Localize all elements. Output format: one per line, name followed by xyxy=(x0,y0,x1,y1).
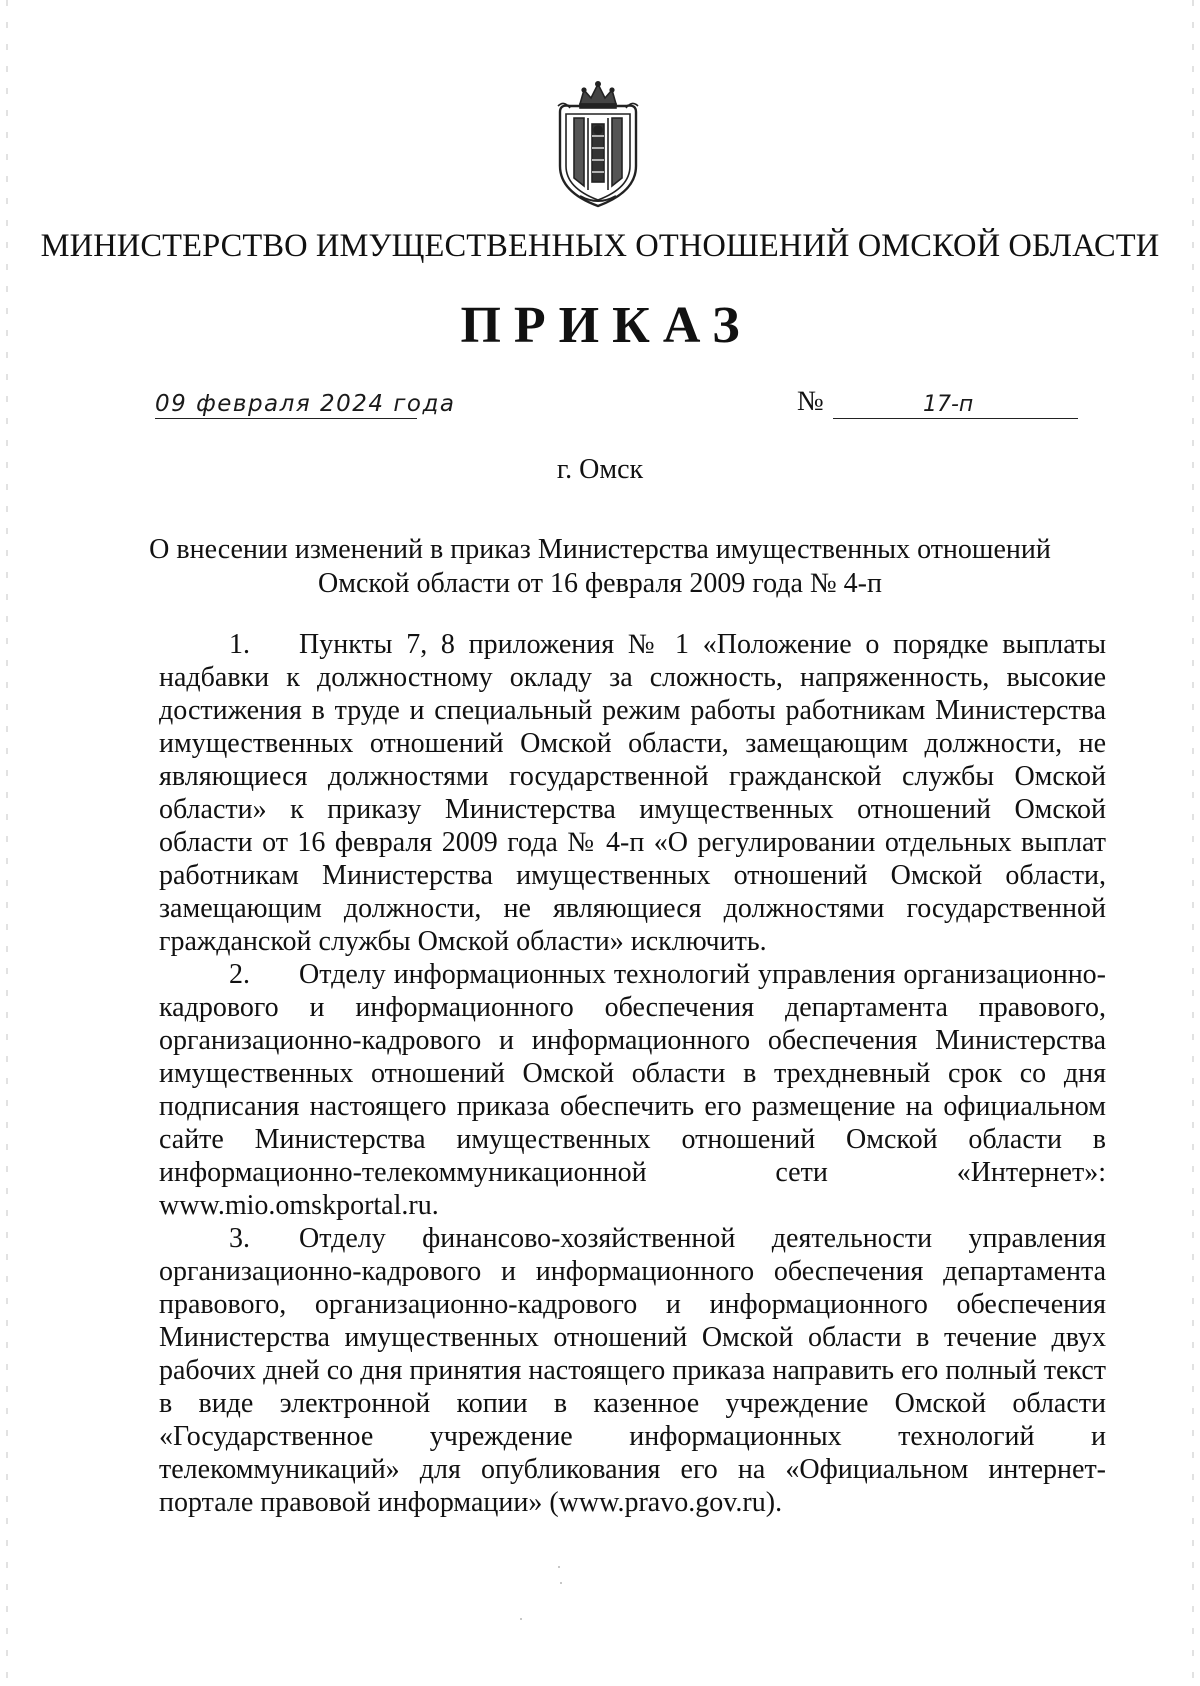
coat-of-arms-emblem xyxy=(540,78,656,210)
order-body xyxy=(159,628,1106,1519)
order-date-field xyxy=(155,388,456,419)
subject-line: Омской области от 16 февраля 2009 года № 4-п xyxy=(318,568,882,599)
order-date: 09 февраля 2024 года xyxy=(155,391,456,417)
order-number: 17-п xyxy=(923,392,974,417)
order-paragraph xyxy=(159,628,1106,958)
paragraph-number: 1. xyxy=(229,629,250,660)
paragraph-text: Отделу финансово-хозяйственной деятельности управления организационно-кадрового и информационного обеспечения департамента правового, организационно-кадрового и информационного обеспечения Министерства имущественных отношений Омской области в течение двух рабочих дней со дня принятия настоящего приказа направить его полный текст в виде электронной копии в казенное учреждение Омской области «Государственное учреждение информационных технологий и телекоммуникаций» для опубликования его на «Официальном интернет-портале правовой информации» (www.pravo.gov.ru). xyxy=(159,1223,1106,1518)
paragraph-text: Отделу информационных технологий управления организационно-кадрового и информационного обеспечения департамента правового, организационно-кадрового и информационного обеспечения Министерства имущественных отношений Омской области в трехдневный срок со дня подписания настоящего приказа обеспечить его размещение на официальном сайте Министерства имущественных отношений Омской области в информационно-телекоммуникационной сети «Интернет»: www.mio.omskportal.ru. xyxy=(159,959,1106,1221)
paragraph-number: 3. xyxy=(229,1223,250,1254)
order-number-field xyxy=(833,388,1078,419)
paragraph-number: 2. xyxy=(229,959,250,990)
ministry-name: МИНИСТЕРСТВО ИМУЩЕСТВЕННЫХ ОТНОШЕНИЙ ОМСКОЙ ОБЛАСТИ xyxy=(40,228,1160,264)
order-paragraph xyxy=(159,958,1106,1222)
order-number-label: № xyxy=(797,386,824,417)
scan-speck xyxy=(520,1618,522,1620)
scan-speck xyxy=(558,1566,560,1568)
order-paragraph xyxy=(159,1222,1106,1519)
city-name: г. Омск xyxy=(556,454,644,485)
order-subject xyxy=(0,533,1200,601)
subject-line: О внесении изменений в приказ Министерства имущественных отношений xyxy=(149,534,1051,565)
scan-speck xyxy=(560,1582,562,1584)
paragraph-text: Пункты 7, 8 приложения № 1 «Положение о порядке выплаты надбавки к должностному окладу за сложность, напряженность, высокие достижения в труде и специальный режим работы работникам Министерства имущественных отношений Омской области, замещающим должности, не являющиеся должностями государственной гражданской службы Омской области» к приказу Министерства имущественных отношений Омской области от 16 февраля 2009 года № 4-п «О регулировании отдельных выплат работникам Министерства имущественных отношений Омской области, замещающим должности, не являющиеся должностями государственной гражданской службы Омской области» исключить. xyxy=(159,629,1106,957)
document-type-title: ПРИКАЗ xyxy=(460,297,753,354)
